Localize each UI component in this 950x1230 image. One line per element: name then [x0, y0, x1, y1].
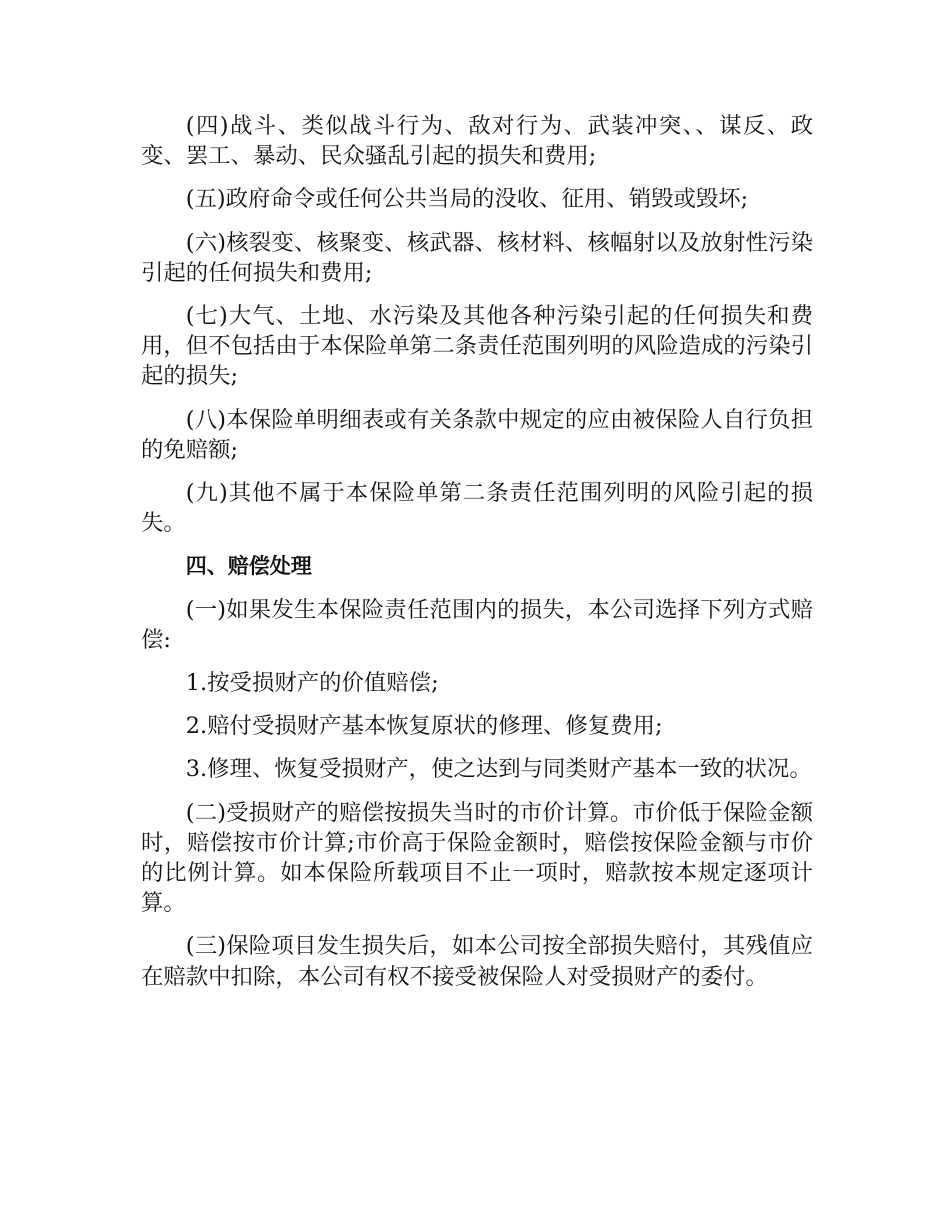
- exclusion-item-7: (七)大气、土地、水污染及其他各种污染引起的任何损失和费用，但不包括由于本保险单第二条责任范围列明的风险造成的污染引起的损失;: [141, 303, 813, 390]
- claim-subitem-3: 3.修理、恢复受损财产，使之达到与同类财产基本一致的状况。: [185, 756, 812, 783]
- claim-item-1: (一)如果发生本保险责任范围内的损失，本公司选择下列方式赔偿:: [141, 596, 813, 653]
- claim-item-3: (三)保险项目发生损失后，如本公司按全部损失赔付，其残值应在赔款中扣除，本公司有权不接受被保险人对受损财产的委付。: [141, 933, 813, 990]
- claim-subitem-2: 2.赔付受损财产基本恢复原状的修理、修复费用;: [185, 713, 663, 740]
- claim-item-2: (二)受损财产的赔偿按损失当时的市价计算。市价低于保险金额时，赔偿按市价计算;市价高于保险金额时，赔偿按保险金额与市价的比例计算。如本保险所载项目不止一项时，赔款按本规定逐项计算。: [141, 799, 813, 917]
- document-page: [141, 111, 813, 1005]
- section-heading: 四、赔偿处理: [185, 554, 312, 579]
- exclusion-item-8: (八)本保险单明细表或有关条款中规定的应由被保险人自行负担的免赔额;: [141, 406, 813, 463]
- exclusion-item-4: (四)战斗、类似战斗行为、敌对行为、武装冲突、、谋反、政变、罢工、暴动、民众骚乱引起的损失和费用;: [141, 113, 813, 170]
- exclusion-item-9: (九)其他不属于本保险单第二条责任范围列明的风险引起的损失。: [141, 480, 813, 537]
- exclusion-item-5: (五)政府命令或任何公共当局的没收、征用、销毁或毁坏;: [185, 186, 749, 213]
- claim-subitem-1: 1.按受损财产的价值赔偿;: [185, 670, 439, 697]
- exclusion-item-6: (六)核裂变、核聚变、核武器、核材料、核幅射以及放射性污染引起的任何损失和费用;: [141, 229, 813, 286]
